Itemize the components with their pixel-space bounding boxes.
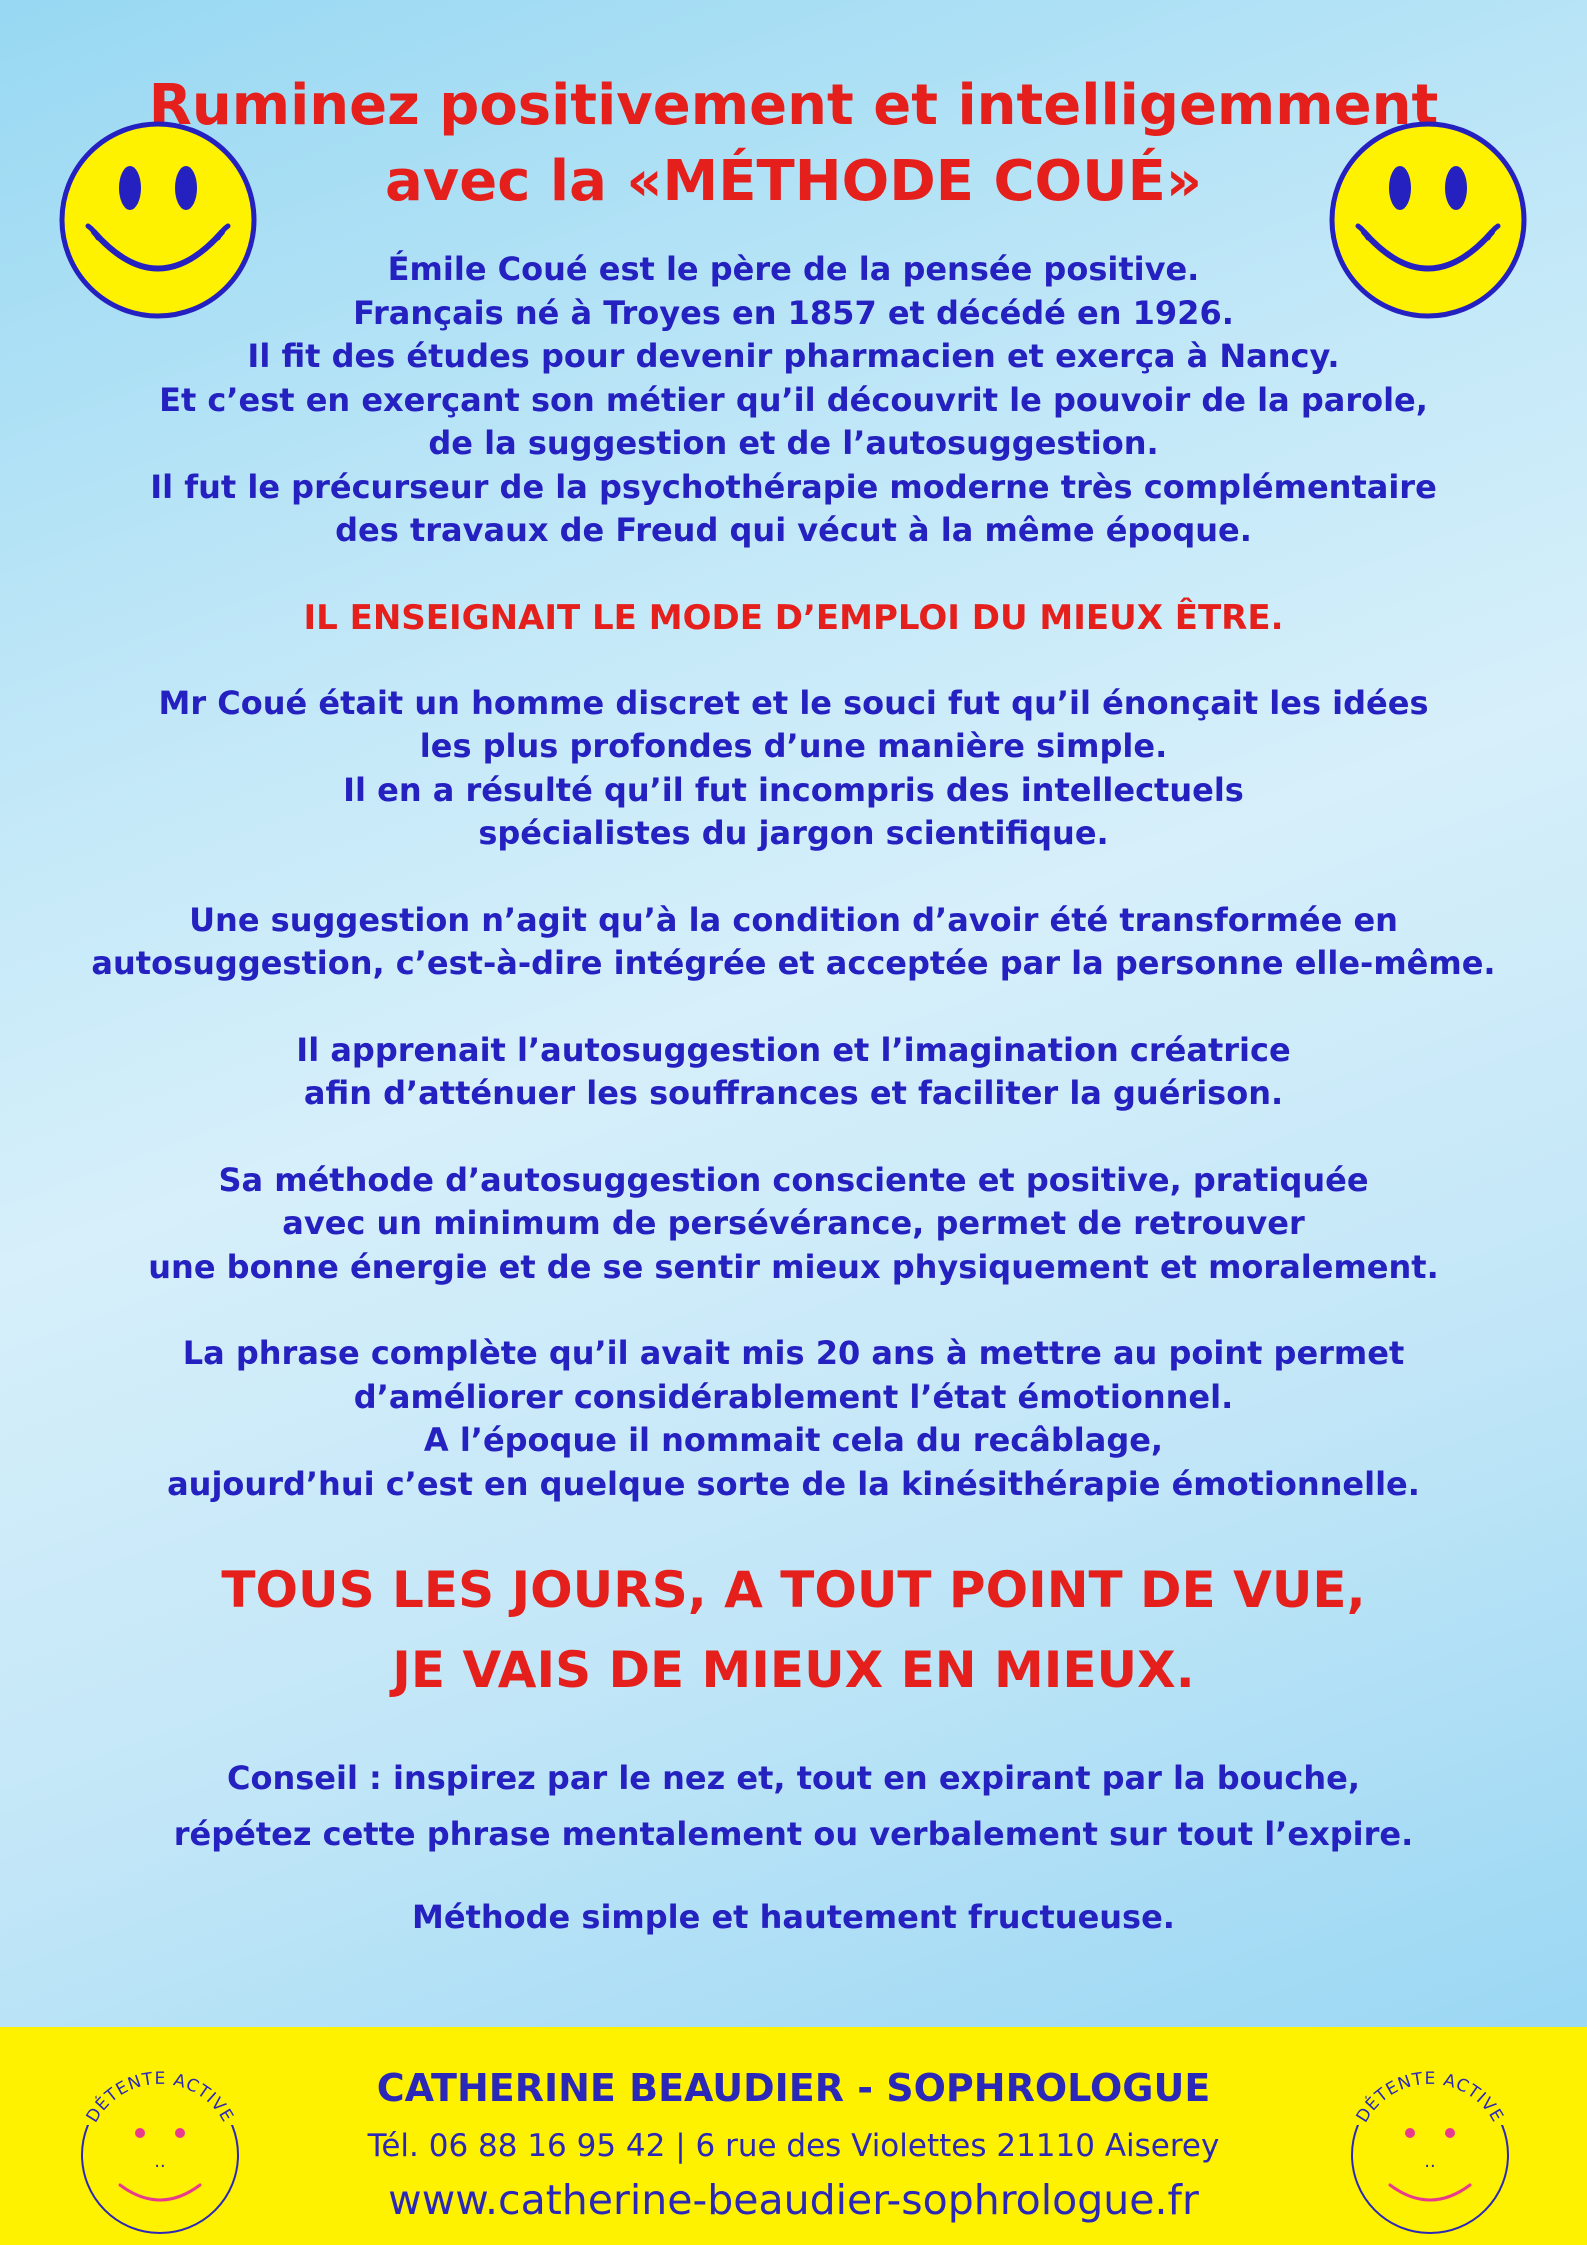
title-line-2: avec la «MÉTHODE COUÉ» bbox=[384, 149, 1203, 214]
paragraph-methode bbox=[0, 1159, 1587, 1290]
sophrologue-name: CATHERINE BEAUDIER - SOPHROLOGUE bbox=[376, 2066, 1211, 2110]
paragraph-line: A l’époque il nommait cela du recâblage, bbox=[423, 1421, 1164, 1459]
intro-line: Et c’est en exerçant son métier qu’il découvrit le pouvoir de la parole, bbox=[159, 380, 1428, 419]
paragraph-line: Il apprenait l’autosuggestion et l’imagination créatrice bbox=[296, 1030, 1291, 1069]
paragraph-line: autosuggestion, c’est-à-dire intégrée et acceptée par la personne elle-même. bbox=[91, 944, 1496, 982]
website-link[interactable]: www.catherine-beaudier-sophrologue.fr bbox=[388, 2176, 1199, 2224]
paragraph-phrase bbox=[0, 1332, 1587, 1506]
logo-dots: .. bbox=[154, 2151, 166, 2172]
section-headline bbox=[0, 596, 1587, 640]
paragraph-line: afin d’atténuer les souffrances et faciliter la guérison. bbox=[303, 1074, 1284, 1112]
intro-paragraph bbox=[0, 248, 1587, 553]
closing-line: Méthode simple et hautement fructueuse. bbox=[412, 1898, 1175, 1936]
paragraph-line: spécialistes du jargon scientifique. bbox=[478, 814, 1109, 852]
paragraph-line: Il en a résulté qu’il fut incompris des intellectuels bbox=[343, 770, 1244, 809]
footer bbox=[0, 2027, 1587, 2245]
paragraph-line: une bonne énergie et de se sentir mieux physiquement et moralement. bbox=[148, 1247, 1439, 1286]
paragraph-line: aujourd’hui c’est en quelque sorte de la kinésithérapie émotionnelle. bbox=[167, 1464, 1420, 1503]
paragraph-imagination bbox=[0, 1029, 1587, 1116]
paragraph-line: d’améliorer considérablement l’état émotionnel. bbox=[353, 1377, 1234, 1416]
paragraph-line: Sa méthode d’autosuggestion consciente et positive, pratiquée bbox=[218, 1160, 1369, 1199]
conseil-line: Conseil : inspirez par le nez et, tout en expirant par la bouche, bbox=[226, 1759, 1361, 1797]
motto-line-1: TOUS LES JOURS, A TOUT POINT DE VUE, bbox=[221, 1561, 1366, 1619]
paragraph-suggestion bbox=[0, 899, 1587, 986]
paragraph-line: avec un minimum de persévérance, permet de retrouver bbox=[282, 1204, 1305, 1242]
intro-line: Il fit des études pour devenir pharmacien et exerça à Nancy. bbox=[247, 337, 1340, 375]
closing-text bbox=[0, 1896, 1587, 1940]
motto bbox=[0, 1550, 1587, 1710]
intro-line: Français né à Troyes en 1857 et décédé en 1926. bbox=[353, 293, 1234, 332]
logo-dots: .. bbox=[1424, 2151, 1436, 2172]
motto-line-2: JE VAIS DE MIEUX EN MIEUX. bbox=[392, 1641, 1195, 1699]
intro-line: Émile Coué est le père de la pensée positive. bbox=[387, 250, 1200, 288]
intro-line: de la suggestion et de l’autosuggestion. bbox=[428, 424, 1159, 462]
title-line-1: Ruminez positivement et intelligemment bbox=[148, 73, 1439, 138]
paragraph-line: Mr Coué était un homme discret et le souci fut qu’il énonçait les idées bbox=[158, 683, 1429, 722]
paragraph-coue-discret bbox=[0, 682, 1587, 856]
logo-text: DÉTENTE ACTIVE bbox=[82, 2068, 238, 2127]
intro-line: des travaux de Freud qui vécut à la même époque. bbox=[335, 511, 1252, 549]
logo-text: DÉTENTE ACTIVE bbox=[1352, 2068, 1508, 2127]
main-content bbox=[0, 248, 1587, 1983]
paragraph-line: La phrase complète qu’il avait mis 20 ans à mettre au point permet bbox=[182, 1334, 1405, 1372]
paragraph-line: les plus profondes d’une manière simple. bbox=[419, 727, 1168, 765]
conseil-line: répétez cette phrase mentalement ou verbalement sur tout l’expire. bbox=[173, 1815, 1414, 1853]
detente-active-logo bbox=[1330, 2047, 1530, 2241]
paragraph-line: Une suggestion n’agit qu’à la condition d’avoir été transformée en bbox=[189, 900, 1398, 939]
headline-text: IL ENSEIGNAIT LE MODE D’EMPLOI DU MIEUX ÊTRE. bbox=[303, 597, 1284, 638]
conseil-paragraph bbox=[0, 1750, 1587, 1862]
intro-line: Il fut le précurseur de la psychothérapie moderne très complémentaire bbox=[150, 467, 1437, 506]
contact-info: Tél. 06 88 16 95 42 | 6 rue des Violettes 21110 Aiserey bbox=[367, 2128, 1220, 2164]
